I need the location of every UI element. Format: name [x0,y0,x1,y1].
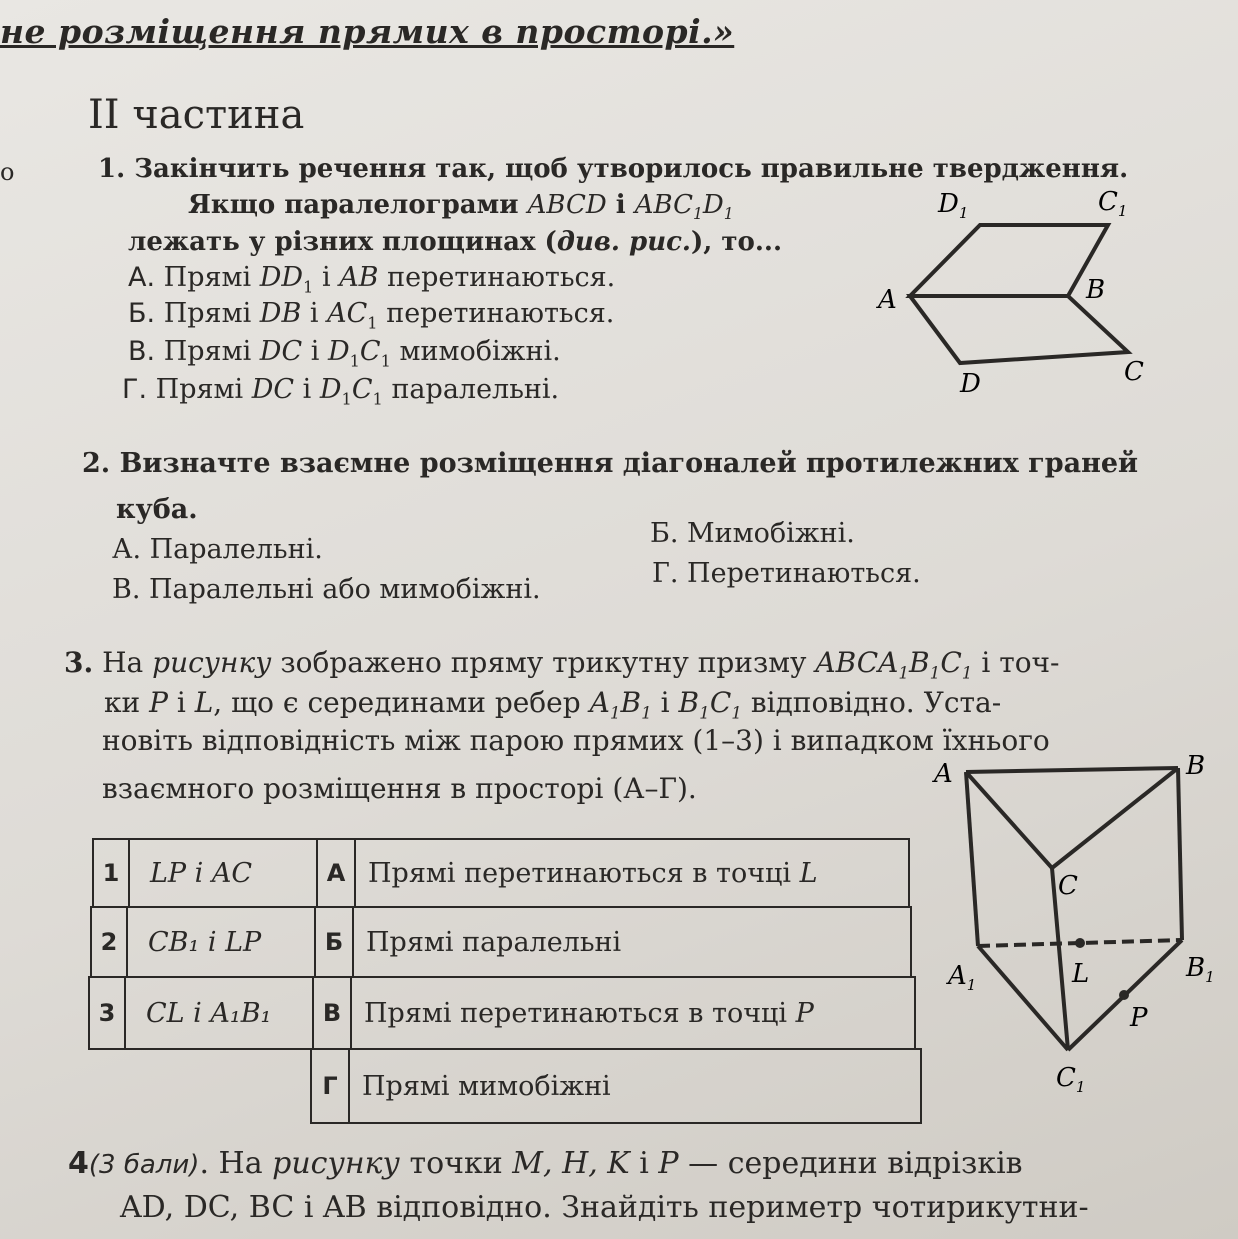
prism-label-l: L [1072,959,1090,989]
table-answer-a-letter: А [316,838,356,908]
table-row-3-pair: CL і A₁B₁ [124,976,314,1050]
q1-option-c: В. Прямі DC і $D_1C_1$ мимобіжні. [128,336,561,371]
table-row-3-number: 3 [88,976,126,1050]
q1-option-b: Б. Прямі DB і $AC_1$ перетинаються. [128,298,615,333]
label-b: B [1086,275,1106,305]
table-answer-d-text: Прямі мимобіжні [348,1048,922,1124]
q3-figure-ref: рисунку [152,646,272,679]
q3-matching-table [82,818,922,1128]
q1-and: і [615,190,626,220]
table-answer-c-letter: В [312,976,352,1050]
point-l [1075,938,1085,948]
label-a: A [878,285,897,315]
label-c1: $C_1$ [1098,187,1128,220]
q1-line3-text: лежать у різних площинах ( [128,227,557,257]
q3-line3: новіть відповідність між парою прямих (1–3) і випадком їхнього [102,724,1050,757]
q1-figure [870,180,1170,410]
q2-prompt-line2: куба. [116,494,198,525]
q1-parallelogram-1: ABCD [527,190,607,220]
parallelogram-abcd [910,296,1128,363]
q2-number: 2. [82,448,111,479]
q1-line3-end: ), то... [691,227,783,257]
prism-label-p: P [1130,1003,1148,1033]
q4-number: 4 [68,1146,89,1181]
q2-option-d: Г. Перетинаються. [652,558,921,589]
q3-line2: ки P і L, що є серединами ребер $A_1B_1$ і $B_1C_1$ відповідно. Уста- [104,686,1002,723]
q1-figure-ref: див. рис. [556,227,691,257]
table-answer-b-text: Прямі паралельні [352,906,912,978]
q1-option-d: Г. Прямі DC і $D_1C_1$ паралельні. [122,374,560,409]
q1-line3 [128,227,782,257]
prism-label-a1: $A_1$ [948,961,977,994]
q1-number: 1. [98,154,126,184]
part-title: II частина [88,92,305,138]
header-title: не розміщення прямих в просторі.» [0,12,735,51]
table-row-1-number: 1 [92,838,130,908]
q3-number: 3. [64,646,94,679]
prism-label-c: C [1058,871,1078,901]
prism-label-c1: $C_1$ [1056,1063,1086,1096]
table-row-2-number: 2 [90,906,128,978]
q2-option-b: Б. Мимобіжні. [650,518,855,549]
q3-prism-name: $ABCA_1B_1C_1$ [815,646,973,683]
q2-option-a: А. Паралельні. [112,534,323,565]
q1-parallelogram-2: $ABC_1D_1$ [634,190,734,224]
table-answer-b-letter: Б [314,906,354,978]
q1-line2 [188,190,734,223]
q4-line2: AD, DC, BC і AB відповідно. Знайдіть периметр чотирикутни- [120,1190,1089,1225]
q2-prompt-line1: Визначте взаємне розміщення діагоналей протилежних граней [119,448,1139,479]
prism-label-b1: $B_1$ [1186,953,1215,986]
q2-option-c: В. Паралельні або мимобіжні. [112,574,541,605]
label-d: D [960,369,981,399]
prism-label-b: B [1186,751,1206,781]
edge-mark: о [0,158,15,186]
q2-prompt [82,448,1138,479]
q4-line1: 4(3 бали). На рисунку точки M, H, K і P — середини відрізків [68,1146,1023,1181]
table-row-1-pair: LP і AC [128,838,318,908]
q1-prompt-text: Закінчить речення так, щоб утворилось правильне твердження. [134,154,1129,184]
parallelogram-abc1d1 [910,225,1108,296]
table-answer-a-text: Прямі перетинаються в точці L [354,838,910,908]
table-answer-c-text: Прямі перетинаються в точці P [350,976,916,1050]
q3-line4: взаємного розміщення в просторі (А–Г). [102,772,697,805]
table-row-2-pair: CB₁ і LP [126,906,316,978]
q3-line1: 3. На рисунку зображено пряму трикутну призму $ABCA_1B_1C_1$ і точ- [64,646,1060,683]
label-c: C [1124,357,1144,387]
q4-points: (3 бали) [88,1150,200,1180]
label-d1: $D_1$ [938,189,969,222]
q3-figure-prism [930,750,1230,1120]
q1-option-a: А. Прямі $DD_1$ і AB перетинаються. [128,262,616,297]
table-answer-d-letter: Г [310,1048,350,1124]
q1-line2-text: Якщо паралелограми [188,190,519,220]
prism-label-a: A [934,759,953,789]
point-p [1119,990,1129,1000]
